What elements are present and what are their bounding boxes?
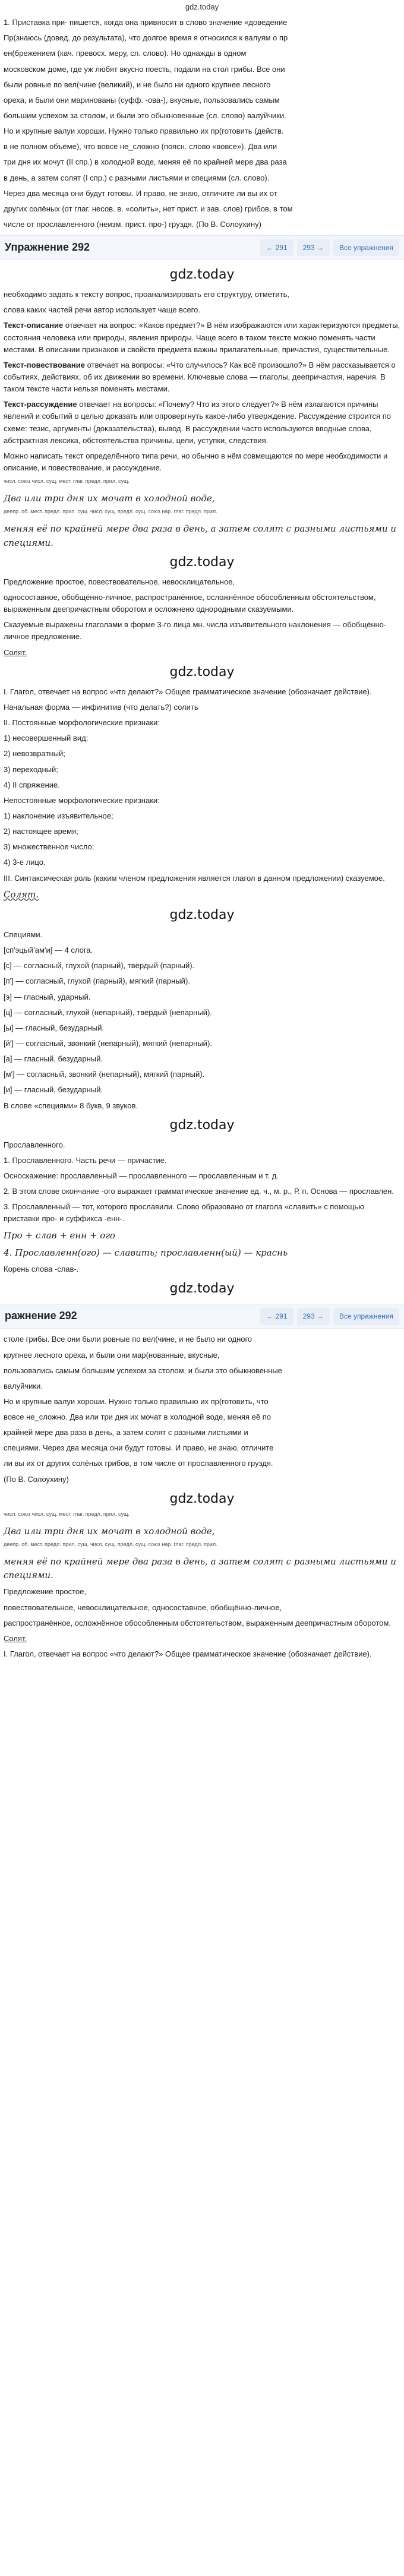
exercise-nav xyxy=(260,239,399,257)
intro-line: Но и крупные валуи хороши. Нужно только правильно их пр(готовить (действ. xyxy=(4,127,284,136)
watermark: gdz.today xyxy=(169,267,235,283)
main-text xyxy=(0,289,404,316)
intro-line: 1. Приставка при- пишется, когда она привносит в слово значение «доведение xyxy=(4,18,288,27)
main-line: слова каких частей речи автор использует чаще всего. xyxy=(4,305,200,315)
morph-line: 1) несовершенный вид; xyxy=(4,734,89,743)
final-analysis-line: распространённое, осложнённое обособленным обстоятельством, выраженным деепричастным оборотом. xyxy=(4,1618,391,1627)
main-line: необходимо задать к тексту вопрос, проанализировать его структуру, отметить, xyxy=(4,290,289,299)
text-type xyxy=(4,320,400,355)
repeat-line: Но и крупные валуи хороши. Нужно только правильно их пр(готовить, что xyxy=(4,1396,269,1406)
intro-line: три дня их мочут (II спр.) в холодной воде, меняя её по крайней мере два раза xyxy=(4,157,287,167)
phonetic-analysis xyxy=(0,929,404,1112)
repeat-line: вовсе не_сложно. Два или три дня их мочат в холодной воде, меняя её по xyxy=(4,1412,271,1422)
morph-line: 3) переходный; xyxy=(4,764,58,774)
final-morph xyxy=(0,1633,404,1660)
participle-line: Осноскажение: прославленный — прославленного — прославленным и т. д. xyxy=(4,1171,279,1181)
final-analysis xyxy=(0,1586,404,1629)
final-analysis-line: повествовательное, невосклицательное, односоставное, обобщённо-личное, xyxy=(4,1603,282,1612)
prev-exercise-button[interactable]: ← 291 xyxy=(260,239,293,257)
repeat-line: (По В. Солоухину) xyxy=(4,1474,69,1484)
analysis xyxy=(0,576,404,615)
text-type-description: отвечает на вопросы: «Почему? Что из этого следует?» В нём излагаются причины явлений и событий о целью доказать или опровергнуть какое-либо утверждение. Рассуждение строится по схеме: тезис, аргументы (доказательства), вывод. В рассуждении часто используются вводные слова, абстрактная лексика, обстоятельства причины, цели, уступки, следствия. xyxy=(4,400,391,445)
repeat-line: крайней мере два раза в день, а затем солят с разными листьями и xyxy=(4,1428,248,1437)
exercise-title: Упражнение 292 xyxy=(5,241,90,254)
morph-line: II. Постоянные морфологические признаки: xyxy=(4,718,160,728)
phonetic-line: [й'] — согласный, звонкий (непарный), мягкий (непарный). xyxy=(4,1038,212,1048)
all-exercises-button-2[interactable]: Все упражнения xyxy=(333,1308,399,1325)
intro-line: других солёных (от глаг. несов. в. «солить», нет прист. и зав. слов) грибов, в том xyxy=(4,204,293,213)
morph-line: Непостоянные морфологические признаки: xyxy=(4,795,160,805)
phonetic-line: [п'] — согласный, глухой (парный), мягкий (парный). xyxy=(4,976,190,986)
text-type xyxy=(4,359,400,395)
phonetic-line: [и] — гласный, безударный. xyxy=(4,1085,103,1095)
intro-line: ореха, и были они маринованы (суфф. -ова-), вкусные, пользовались самым xyxy=(4,95,280,105)
combo-text xyxy=(0,450,404,474)
text-type-description: отвечает на вопросы: «Что случилось? Как всё произошло?» В нём рассказывается о событиях, действиях, об их движении во времени. Ключевые слова — глаголы, деепричастия, наречия. В таком тексте части нельзя поменять местами. xyxy=(4,360,396,394)
analysis-line: односоставное, обобщённо-личное, распространённое, осложнённое обособленным обстоятельством, выраженным деепричастным оборотом и осложнено однородными сказуемыми. xyxy=(4,593,376,614)
next-exercise-button-2[interactable]: 293 → xyxy=(297,1308,330,1325)
watermark: gdz.today xyxy=(169,1117,235,1133)
participle-line: 2. В этом слове окончание -ого выражает грамматическое значение ед. ч., м. р., Р. п. Основа — прославлен. xyxy=(4,1187,394,1196)
phonetic-line: [сп'эцый'ам'и] — 4 слога. xyxy=(4,946,93,955)
text-type-label: Текст-повествование xyxy=(4,360,85,369)
morph-line: 2) невозвратный; xyxy=(4,749,65,758)
morph-line: 2) настоящее время; xyxy=(4,827,78,836)
phonetic-line: В слове «специями» 8 букв, 9 звуков. xyxy=(4,1101,138,1110)
sentence-notes-1: числ. союз числ. сущ. мест. глаг. предл. прил. сущ. xyxy=(4,478,130,485)
word-repeat xyxy=(0,888,404,902)
morph-line: 3) множественное число; xyxy=(4,842,94,852)
final-sentence-line-1: Два или три дня их мочат в холодной воде, xyxy=(4,1525,215,1537)
intro-line: Через два месяца они будут готовы. И право, не знаю, отличите ли вы их от xyxy=(4,188,277,198)
morph-line: 4) II спряжение. xyxy=(4,780,60,789)
repeat-line: валуйчики. xyxy=(4,1381,43,1390)
participle-title: Прославленного. xyxy=(4,1140,65,1149)
watermark: gdz.today xyxy=(169,1491,235,1506)
phonetic-line: [с] — согласный, глухой (парный), твёрдый (парный). xyxy=(4,961,195,971)
final-analysis-line: Предложение простое, xyxy=(4,1587,87,1597)
repeat-line: столе грибы. Все они были ровные по вел(чине, и не было ни одного xyxy=(4,1335,252,1344)
intro-line: числе от прославленного (неизм. прист. про-) груздя. (По В. Солоухину) xyxy=(4,219,261,229)
watermark: gdz.today xyxy=(169,1281,235,1297)
analysis-line: Предложение простое, повествовательное, невосклицательное, xyxy=(4,577,235,586)
watermark: gdz.today xyxy=(169,664,235,679)
exercise-title-2: ражнение 292 xyxy=(5,1310,77,1322)
final-sentence-line-2: меняя её по крайней мере два раза в день, а затем солят с разными листьями и специями. xyxy=(4,1556,396,1581)
phonetic-line: [ц] — согласный, глухой (непарный), твёрдый (непарный). xyxy=(4,1007,212,1017)
phonetic-title: Специями. xyxy=(4,930,43,939)
predicates-block xyxy=(0,619,404,658)
combo-paragraph: Можно написать текст определённого типа речи, но обычно в нём совмещаются по мере необходимости и описание, и повествование, и рассуждение. xyxy=(4,451,388,473)
word-underlined: Солят. xyxy=(4,889,39,900)
sentence-analysis xyxy=(0,478,404,550)
phonetic-line: [ы] — гласный, безударный. xyxy=(4,1023,105,1032)
participle-analysis xyxy=(0,1139,404,1275)
intro-line: в день, а затем солят (I спр.) с разными листьями и специями (сл. слово). xyxy=(4,173,270,182)
morpheme-scheme: Про + слав + енн + ого xyxy=(4,1229,115,1241)
sentence-notes-2: деепр. об. мест. предл. прил. сущ. числ. сущ. предл. сущ. союз нар. глаг. предл. прил. xyxy=(4,508,217,515)
repeat-line: ли вы их от других солёных грибов, в том числе от прославленного груздя. xyxy=(4,1459,273,1468)
morph-line: 4) 3-е лицо. xyxy=(4,858,46,867)
phonetic-line: [э] — гласный, ударный. xyxy=(4,992,91,1001)
text-type-description: отвечает на вопрос: «Каков предмет?» В нём изображаются или характеризуются предметы, состояния человека или природы, явления природы. Чаще всего в таком тексте можно поменять части местами. В описании признаков и свойств предмета важны прилагательные, причастия, существительные. xyxy=(4,321,400,354)
intro-line: Пр(знаюсь (довед. до результата), что долгое время я относился к валуям о пр xyxy=(4,33,288,43)
participle-line: 1. Прославленного. Часть речи — причастие. xyxy=(4,1155,167,1165)
intro-line: в не полном объёме), что вовсе не_сложно (поясн. слово «вовсе»). Два или xyxy=(4,142,277,151)
exercise-nav-2 xyxy=(260,1308,399,1325)
morph-line: III. Синтаксическая роль (каким членом предложения является глагол в данном предложении) сказуемое. xyxy=(4,873,385,883)
word-formation-scheme: 4. Прославленн(ого) — славить; прославленн(ый) — краснь xyxy=(4,1247,288,1258)
final-morph-text: I. Глагол, отвечает на вопрос «что делают?» Общее грамматическое значение (обозначает действие). xyxy=(4,1649,372,1659)
all-exercises-button[interactable]: Все упражнения xyxy=(333,239,399,257)
predicates-text: Сказуемые выражены глаголами в форме 3-го лица мн. числа изъявительного наклонения — обобщённо-личное предложение. xyxy=(4,620,387,641)
sentence-line-2: меняя её по крайней мере два раза в день, а затем солят с разными листьями и специями. xyxy=(4,523,396,548)
intro-line: были ровные по вел(чине (великий), и не было ни одного крупнее лесного xyxy=(4,80,271,89)
phonetic-line: [а] — гласный, безударный. xyxy=(4,1054,103,1064)
repeat-text xyxy=(0,1333,404,1485)
exercise-bar-2 xyxy=(0,1304,404,1329)
intro-line: большим успехом за столом, и были это обыкновенные (сл. слово) валуйчики. xyxy=(4,110,286,120)
morph-line: 1) наклонение изъявительное; xyxy=(4,811,113,820)
final-notes-2: деепр. об. мест. предл. прил. сущ. числ. сущ. предл. сущ. союз нар. глаг. предл. прил. xyxy=(4,1541,217,1548)
morph-line: Начальная форма — инфинитив (что делать?) солить xyxy=(4,702,198,712)
next-exercise-button[interactable]: 293 → xyxy=(297,239,330,257)
morph-line: I. Глагол, отвечает на вопрос «что делают?» Общее грамматическое значение (обозначает действие). xyxy=(4,687,372,696)
sentence-line-1: Два или три дня их мочат в холодной воде, xyxy=(4,493,215,504)
repeat-line: пользовались самым большим успехом за столом, и были это обыкновенные xyxy=(4,1366,282,1375)
text-types xyxy=(0,320,404,446)
repeat-line: специями. Через два месяца они будут готовы. И право, не знаю, отличите xyxy=(4,1443,274,1453)
word-heading: Солят. xyxy=(4,647,27,657)
final-word: Солят. xyxy=(4,1633,27,1643)
text-type xyxy=(4,399,400,447)
phonetic-line: [м'] — согласный, звонкий (непарный), мягкий (парный). xyxy=(4,1070,205,1079)
watermark: gdz.today xyxy=(169,554,235,570)
intro-line: московском доме, где уж любят вкусно поесть, подали на стол грибы. Все они xyxy=(4,64,285,74)
root-line: Корень слова -слав-. xyxy=(4,1265,79,1274)
text-type-label: Текст-рассуждение xyxy=(4,400,77,409)
exercise-bar xyxy=(0,235,404,260)
participle-line: 3. Прославленный — тот, которого прославили. Слово образовано от глагола «славить» с помощью приставки про- и суффикса -енн-. xyxy=(4,1202,364,1224)
repeat-line: крупнее лесного ореха, и были они мар(нованные, вкусные, xyxy=(4,1350,220,1360)
prev-exercise-button-2[interactable]: ← 291 xyxy=(260,1308,293,1325)
intro-text xyxy=(0,17,404,230)
morph-analysis xyxy=(0,686,404,884)
text-type-label: Текст-описание xyxy=(4,321,64,330)
final-sentence xyxy=(0,1510,404,1583)
top-watermark: gdz.today xyxy=(185,2,219,11)
watermark: gdz.today xyxy=(169,907,235,922)
final-notes-1: числ. союз числ. сущ. мест. глаг. предл. прил. сущ. xyxy=(4,1510,130,1517)
intro-line: ен(брежением (кач. превосх. меру, сл. слово). Но однажды в одном xyxy=(4,49,247,58)
